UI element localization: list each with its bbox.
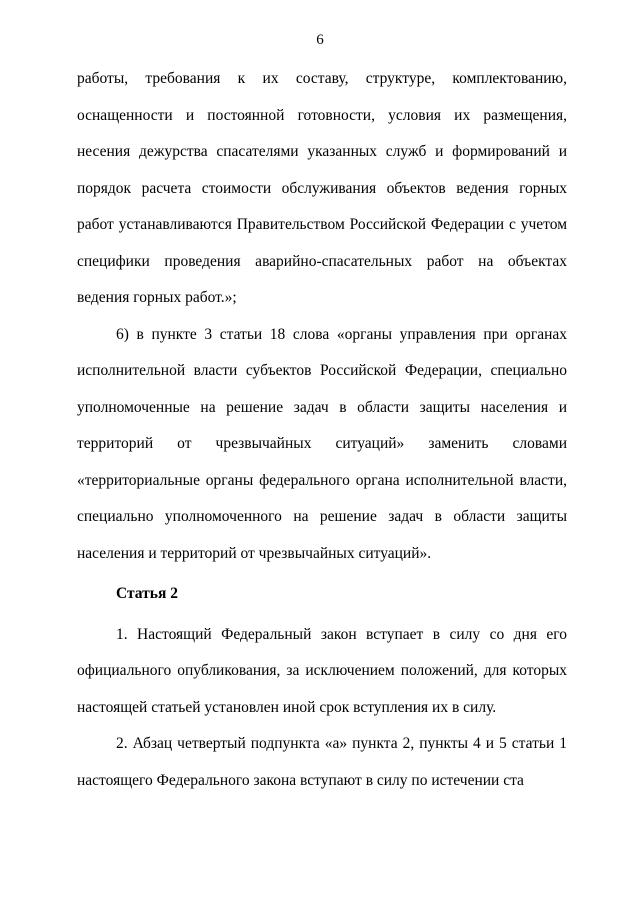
page-number: 6 (316, 32, 324, 48)
paragraph-article2-item2: 2. Абзац четвертый подпункта «а» пункта 2, пункты 4 и 5 статьи 1 настоящего Федерального закона вступают в силу по истечении ста (77, 735, 567, 789)
article-heading: Статья 2 (116, 585, 178, 602)
paragraph-continuation: работы, требования к их составу, структуре, комплектованию, оснащенности и постоянной готовности, условия их размещения, несения дежурства спасателями указанных служб и формирований и порядок расчета стоимости обслуживания объектов ведения горных работ устанавливаются Правительством Российской Федерации с учетом специфики проведения аварийно-спасательных работ на объектах ведения горных работ.»; (77, 70, 567, 306)
paragraph-article2-item1: 1. Настоящий Федеральный закон вступает в силу со дня его официального опубликования, за исключением положений, для которых настоящей статьей установлен иной срок вступления их в силу. (77, 625, 567, 716)
paragraph-amendment-6: 6) в пункте 3 статьи 18 слова «органы управления при органах исполнительной власти субъектов Российской Федерации, специально уполномоченные на решение задач в области защиты населения и территорий от чрезвычайных ситуаций» заменить словами «территориальные органы федерального органа исполнительной власти, специально уполномоченного на решение задач в области защиты населения и территорий от чрезвычайных ситуаций». (77, 325, 567, 562)
document-body (77, 61, 567, 799)
